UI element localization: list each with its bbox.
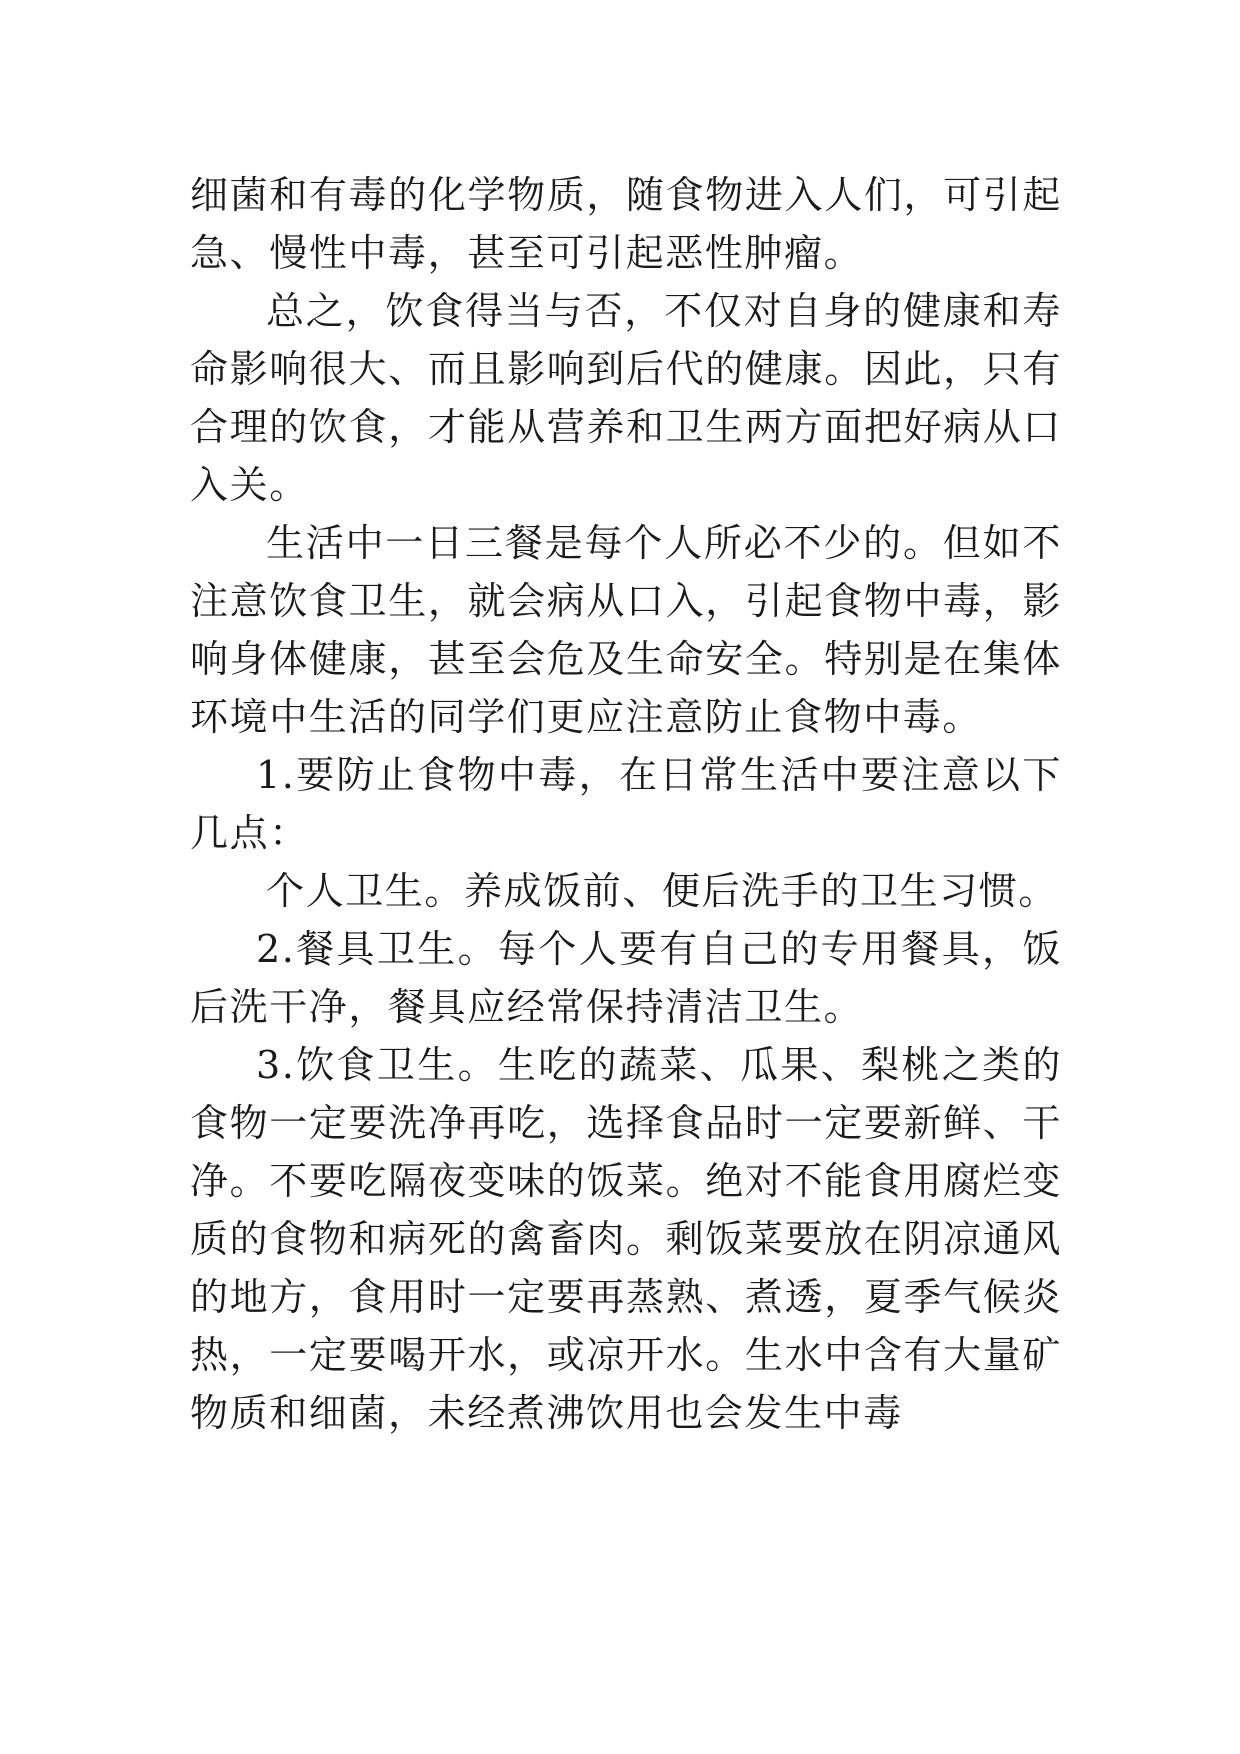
paragraph-1: 细菌和有毒的化学物质，随食物进入人们，可引起急、慢性中毒，甚至可引起恶性肿瘤。 (190, 173, 1062, 275)
paragraph-6: 2.餐具卫生。每个人要有自己的专用餐具，饭后洗干净，餐具应经常保持清洁卫生。 (190, 927, 1062, 1029)
paragraph-4: 1.要防止食物中毒，在日常生活中要注意以下几点： (190, 753, 1062, 855)
paragraph-3: 生活中一日三餐是每个人所必不少的。但如不注意饮食卫生，就会病从口入，引起食物中毒，影响身体健康，甚至会危及生命安全。特别是在集体环境中生活的同学们更应注意防止食物中毒。 (190, 521, 1062, 739)
paragraph-5: 个人卫生。养成饭前、便后洗手的卫生习惯。 (266, 869, 1059, 913)
paragraph-2: 总之，饮食得当与否，不仅对自身的健康和寿命影响很大、而且影响到后代的健康。因此，只有合理的饮食，才能从营养和卫生两方面把好病从口入关。 (190, 289, 1062, 507)
paragraph-7: 3.饮食卫生。生吃的蔬菜、瓜果、梨桃之类的食物一定要洗净再吃，选择食品时一定要新鲜、干净。不要吃隔夜变味的饭菜。绝对不能食用腐烂变质的食物和病死的禽畜肉。剩饭菜要放在阴凉通风的地方，食用时一定要再蒸熟、煮透，夏季气候炎热，一定要喝开水，或凉开水。生水中含有大量矿物质和细菌，未经煮沸饮用也会发生中毒 (190, 1043, 1062, 1435)
document-body (190, 166, 1062, 1442)
